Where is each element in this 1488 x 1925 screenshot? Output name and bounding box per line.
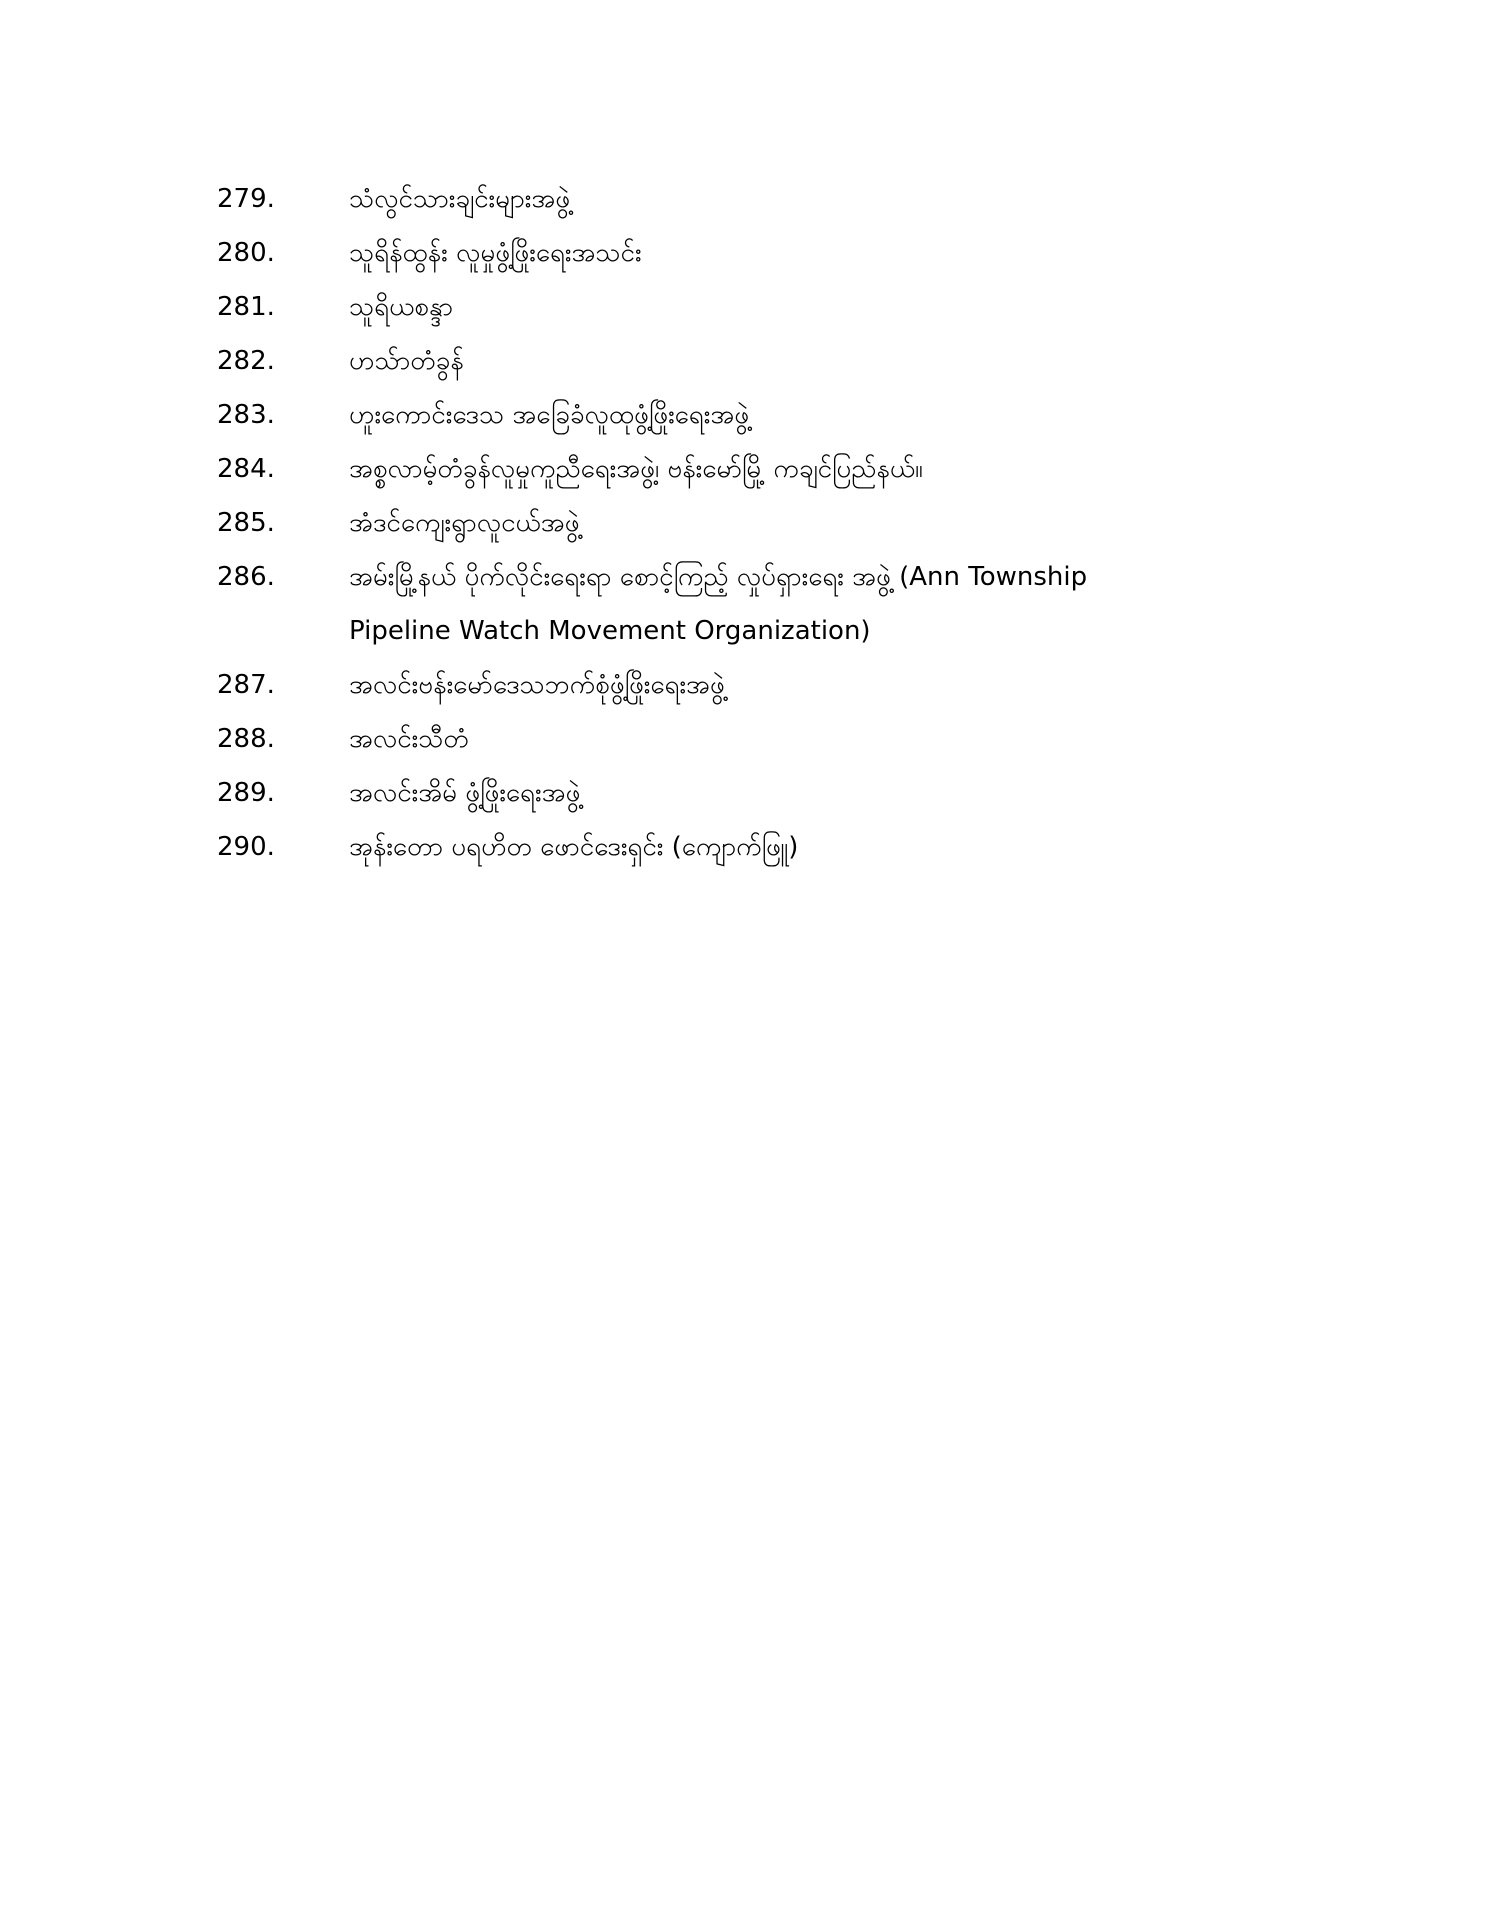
list-item: [217, 496, 1277, 550]
list-item: [217, 820, 1277, 874]
list-item: [217, 658, 1277, 712]
item-text-line-1: အမ်းမြို့နယ် ပိုက်လိုင်းရေးရာ စောင့်ကြည့် လှုပ်ရှားရေး အဖွဲ့ (Ann Township: [349, 562, 1088, 592]
item-text: [349, 550, 1277, 658]
item-text: သူရိယစန္ဒာ: [349, 292, 454, 322]
organization-list: [217, 172, 1277, 874]
item-number: 288.: [217, 724, 275, 754]
item-number: 290.: [217, 832, 275, 862]
list-item: [217, 388, 1277, 442]
list-item: [217, 226, 1277, 280]
list-item: [217, 712, 1277, 766]
item-number: 285.: [217, 508, 275, 538]
item-text: အလင်းအိမ် ဖွံ့ဖြိုးရေးအဖွဲ့: [349, 778, 581, 808]
item-number: 281.: [217, 292, 275, 322]
item-number: 283.: [217, 400, 275, 430]
item-text-line-2: Pipeline Watch Movement Organization): [349, 616, 871, 646]
item-number: 279.: [217, 184, 275, 214]
item-text: သူရိန်ထွန်း လူမှုဖွံ့ဖြိုးရေးအသင်း: [349, 238, 642, 268]
item-text: ဟူးကောင်းဒေသ အခြေခံလူထုဖွံ့ဖြိုးရေးအဖွဲ့: [349, 400, 750, 430]
item-text: ဟသ်ာတံခွန်: [349, 346, 464, 376]
item-number: 287.: [217, 670, 275, 700]
list-item: [217, 334, 1277, 388]
item-number: 280.: [217, 238, 275, 268]
item-number: 282.: [217, 346, 275, 376]
item-text: အလင်းသီတံ: [349, 724, 469, 754]
item-text: အစ္စလာမ့်တံခွန်လူမှုကူညီရေးအဖွဲ့၊ ဗန်းမော်မြို့ ကချင်ပြည်နယ်။: [349, 454, 923, 484]
list-item: [217, 766, 1277, 820]
list-item: [217, 280, 1277, 334]
item-text: အုန်းတော ပရဟိတ ဖောင်ဒေးရှင်း (ကျောက်ဖြူ): [349, 832, 799, 862]
item-text: သံလွင်သားချင်းများအဖွဲ့: [349, 184, 571, 214]
item-number: 286.: [217, 562, 275, 592]
item-number: 284.: [217, 454, 275, 484]
list-item: [217, 172, 1277, 226]
list-item: [217, 442, 1277, 496]
item-text: အလင်းဗန်းမော်ဒေသဘက်စုံဖွံ့ဖြိုးရေးအဖွဲ့: [349, 670, 725, 700]
item-text: အံဒင်ကျေးရွာလူငယ်အဖွဲ့: [349, 508, 580, 538]
list-item: [217, 550, 1277, 658]
item-number: 289.: [217, 778, 275, 808]
